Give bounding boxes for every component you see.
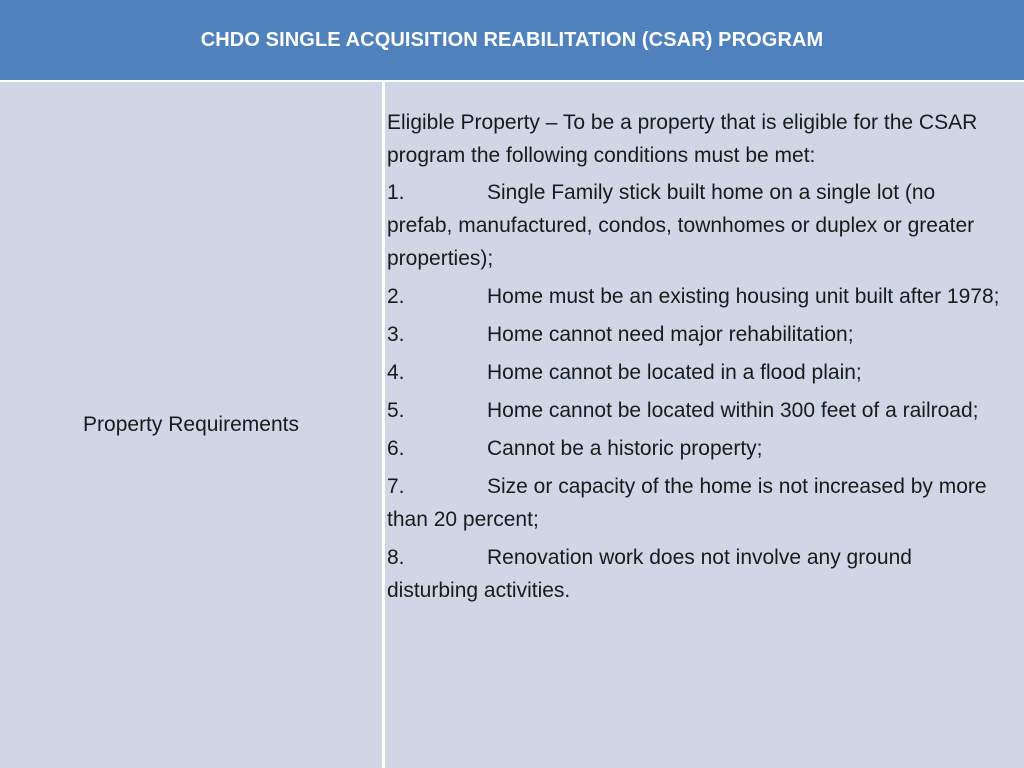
requirement-number: 4. [387, 361, 405, 384]
header-title: CHDO SINGLE ACQUISITION REABILITATION (CSAR) PROGRAM [200, 28, 824, 51]
requirement-item [387, 356, 1006, 389]
right-cell [385, 82, 1024, 768]
eligible-property-intro: Eligible Property – To be a property that is eligible for the CSAR program the following conditions must be met: [387, 111, 978, 167]
requirement-number: 7. [387, 475, 405, 498]
requirement-number: 6. [387, 437, 405, 460]
requirement-item [387, 541, 1006, 607]
requirement-text: Size or capacity of the home is not increased by more than 20 percent; [387, 475, 987, 531]
requirement-text: Home cannot be located in a flood plain; [487, 361, 862, 384]
requirement-item [387, 318, 1006, 351]
requirement-item [387, 394, 1006, 427]
requirement-number: 2. [387, 285, 405, 308]
requirements-list [387, 176, 1006, 607]
requirement-number: 1. [387, 181, 405, 204]
requirement-text: Renovation work does not involve any ground disturbing activities. [387, 546, 912, 602]
left-cell [0, 82, 382, 768]
requirement-text: Home cannot be located within 300 feet of a railroad; [487, 399, 979, 422]
requirement-item [387, 432, 1006, 465]
requirement-text: Cannot be a historic property; [487, 437, 763, 460]
requirement-item [387, 176, 1006, 275]
requirement-item [387, 280, 1006, 313]
requirement-number: 3. [387, 323, 405, 346]
requirement-item [387, 470, 1006, 536]
requirement-text: Home cannot need major rehabilitation; [487, 323, 854, 346]
table-header [0, 0, 1024, 80]
requirement-text: Home must be an existing housing unit built after 1978; [487, 285, 1000, 308]
requirement-text: Single Family stick built home on a single lot (no prefab, manufactured, condos, townhomes or duplex or greater properties); [387, 181, 975, 270]
property-requirements-label: Property Requirements [83, 413, 299, 436]
requirement-number: 5. [387, 399, 405, 422]
requirement-number: 8. [387, 546, 405, 569]
